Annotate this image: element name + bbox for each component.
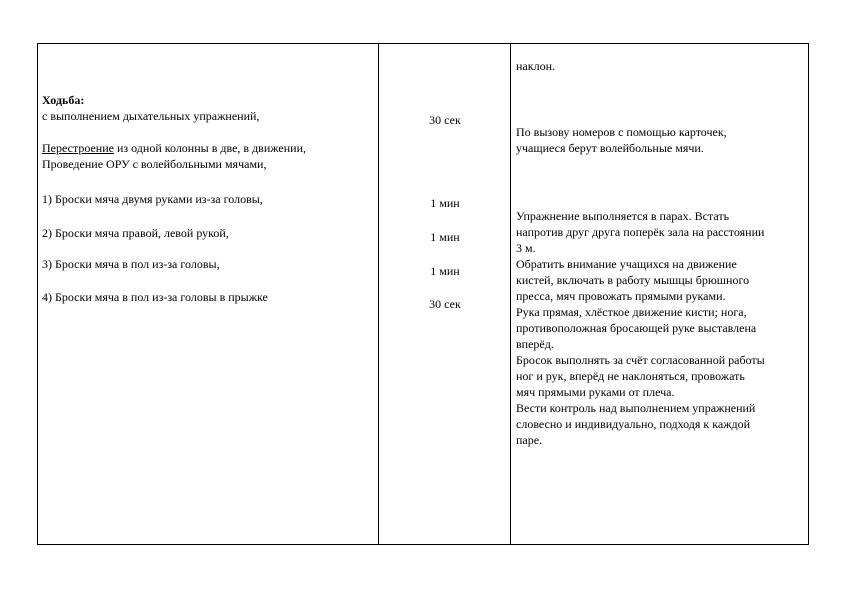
exercise-4: 4) Броски мяча в пол из-за головы в прыжке: [42, 290, 268, 304]
walking-description: с выполнением дыхательных упражнений,: [42, 109, 260, 123]
exercise-2: 2) Броски мяча правой, левой рукой,: [42, 226, 229, 240]
note-line: ног и рук, вперёд не наклоняться, провожать: [516, 369, 745, 383]
note-line: паре.: [516, 433, 543, 447]
note-line: наклон.: [516, 59, 555, 73]
note-line: Вести контроль над выполнением упражнений: [516, 401, 756, 415]
note-line: мяч прямыми руками от плеча.: [516, 385, 675, 399]
note-line: напротив друг друга поперёк зала на расстоянии: [516, 225, 765, 239]
exercise-1: 1) Броски мяча двумя руками из-за головы,: [42, 192, 263, 206]
oru-line: Проведение ОРУ с волейбольными мячами,: [42, 157, 267, 171]
note-line: учащиеся берут волейбольные мячи.: [516, 141, 704, 155]
note-line: Обратить внимание учащихся на движение: [516, 257, 737, 271]
lesson-table: [37, 43, 809, 545]
rebuild-line: [42, 140, 306, 156]
note-line: По вызову номеров с помощью карточек,: [516, 125, 727, 139]
duration-ex3: 1 мин: [430, 264, 460, 278]
rebuild-text: из одной колонны в две, в движении,: [113, 141, 306, 155]
duration-ex4: 30 сек: [429, 297, 461, 311]
note-line: 3 м.: [516, 241, 536, 255]
note-line: противоположная бросающей руке выставлена: [516, 321, 757, 335]
note-line: кистей, включать в работу мышцы брюшного: [516, 273, 750, 287]
note-line: Рука прямая, хлёсткое движение кисти; нога,: [516, 305, 747, 319]
note-line: вперёд.: [516, 337, 554, 351]
duration-ex1: 1 мин: [430, 196, 460, 210]
note-line: пресса, мяч провожать прямыми руками.: [516, 289, 726, 303]
rebuild-word: Перестроение: [42, 141, 114, 155]
note-line: Упражнение выполняется в парах. Встать: [516, 209, 730, 223]
exercise-3: 3) Броски мяча в пол из-за головы,: [42, 257, 220, 271]
note-line: Бросок выполнять за счёт согласованной работы: [516, 353, 765, 367]
walking-heading: Ходьба:: [42, 93, 85, 107]
duration-ex2: 1 мин: [430, 230, 460, 244]
duration-walk: 30 сек: [429, 113, 461, 127]
note-line: словесно и индивидуально, подходя к каждой: [516, 417, 751, 431]
